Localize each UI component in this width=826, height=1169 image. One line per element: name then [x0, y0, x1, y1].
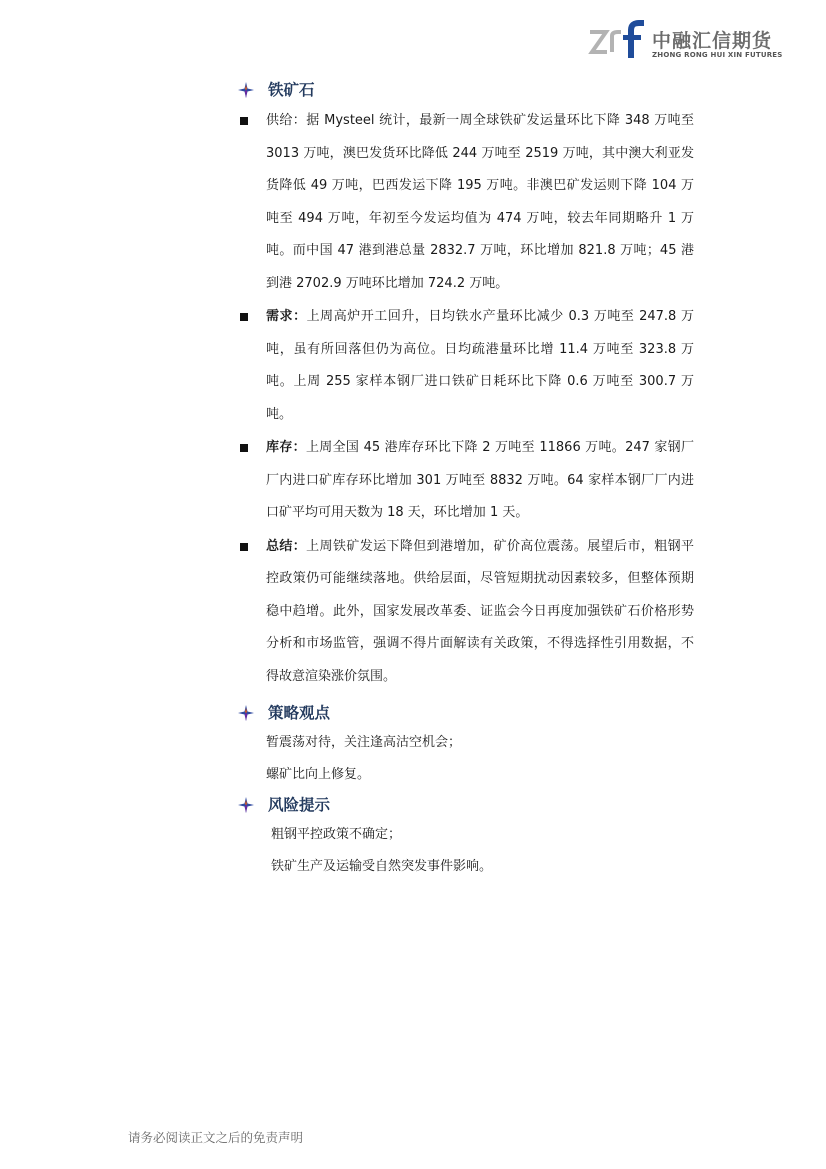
section-heading-strategy: [238, 699, 694, 727]
compass-star-icon: [238, 705, 254, 721]
item-text: 上周全国 45 港库存环比下降 2 万吨至 11866 万吨。247 家钢厂厂内进口矿库存环比增加 301 万吨至 8832 万吨。64 家样本钢厂厂内进口矿平均可用天数为 18 天，环比增加 1 天。: [266, 440, 694, 520]
item-label: 需求：: [266, 309, 307, 324]
risk-line: 粗钢平控政策不确定；: [271, 827, 402, 842]
square-bullet-icon: [240, 444, 248, 452]
list-item-inventory: [238, 432, 694, 530]
footer-disclaimer: 请务必阅读正文之后的免责声明: [128, 1130, 304, 1145]
company-logo: [588, 20, 783, 62]
square-bullet-icon: [240, 313, 248, 321]
section-title: 铁矿石: [268, 81, 315, 99]
section-heading-iron-ore: [238, 76, 694, 104]
list-item-summary: [238, 531, 694, 694]
section-heading-risk: [238, 791, 694, 819]
strategy-line: 暂震荡对待，关注逢高沽空机会；: [266, 735, 462, 750]
compass-star-icon: [238, 797, 254, 813]
logo-chinese-name: 中融汇信期货: [652, 30, 773, 52]
item-label: 库存：: [266, 440, 306, 455]
zrf-logo-icon: [588, 20, 646, 62]
risk-line: 铁矿生产及运输受自然突发事件影响。: [271, 859, 493, 874]
report-content: [238, 76, 694, 883]
section-title: 风险提示: [268, 796, 331, 814]
item-text: 上周高炉开工回升，日均铁水产量环比减少 0.3 万吨至 247.8 万吨，虽有所回落但仍为高位。日均疏港量环比增 11.4 万吨至 323.8 万吨。上周 255 家样本钢厂进口铁矿日耗环比下降 0.6 万吨至 300.7 万吨。: [266, 309, 694, 422]
list-item-supply: [238, 105, 694, 300]
item-text: 供给：据 Mysteel 统计，最新一周全球铁矿发运量环比下降 348 万吨至 3013 万吨，澳巴发货环比降低 244 万吨至 2519 万吨，其中澳大利亚发货降低 49 万吨，巴西发运下降 195 万吨。非澳巴矿发运则下降 104 万吨至 494 万吨，年初至今发运均值为 474 万吨，较去年同期略升 1 万吨。而中国 47 港到港总量 2832.7 万吨，环比增加 821.8 万吨；45 港到港 2702.9 万吨环比增加 724.2 万吨。: [266, 113, 694, 291]
logo-english-name: ZHONG RONG HUI XIN FUTURES: [652, 51, 783, 59]
item-label: 总结：: [266, 538, 307, 554]
square-bullet-icon: [240, 543, 248, 551]
square-bullet-icon: [240, 117, 248, 125]
item-text: 上周铁矿发运下降但到港增加，矿价高位震荡。展望后市，粗钢平控政策仍可能继续落地。供给层面，尽管短期扰动因素较多，但整体预期稳中趋增。此外，国家发展改革委、证监会今日再度加强铁矿石价格形势分析和市场监管，强调不得片面解读有关政策，不得选择性引用数据，不得故意渲染涨价氛围。: [266, 538, 694, 684]
compass-star-icon: [238, 82, 254, 98]
section-title: 策略观点: [268, 704, 331, 722]
strategy-line: 螺矿比向上修复。: [266, 767, 371, 782]
list-item-demand: [238, 301, 694, 431]
